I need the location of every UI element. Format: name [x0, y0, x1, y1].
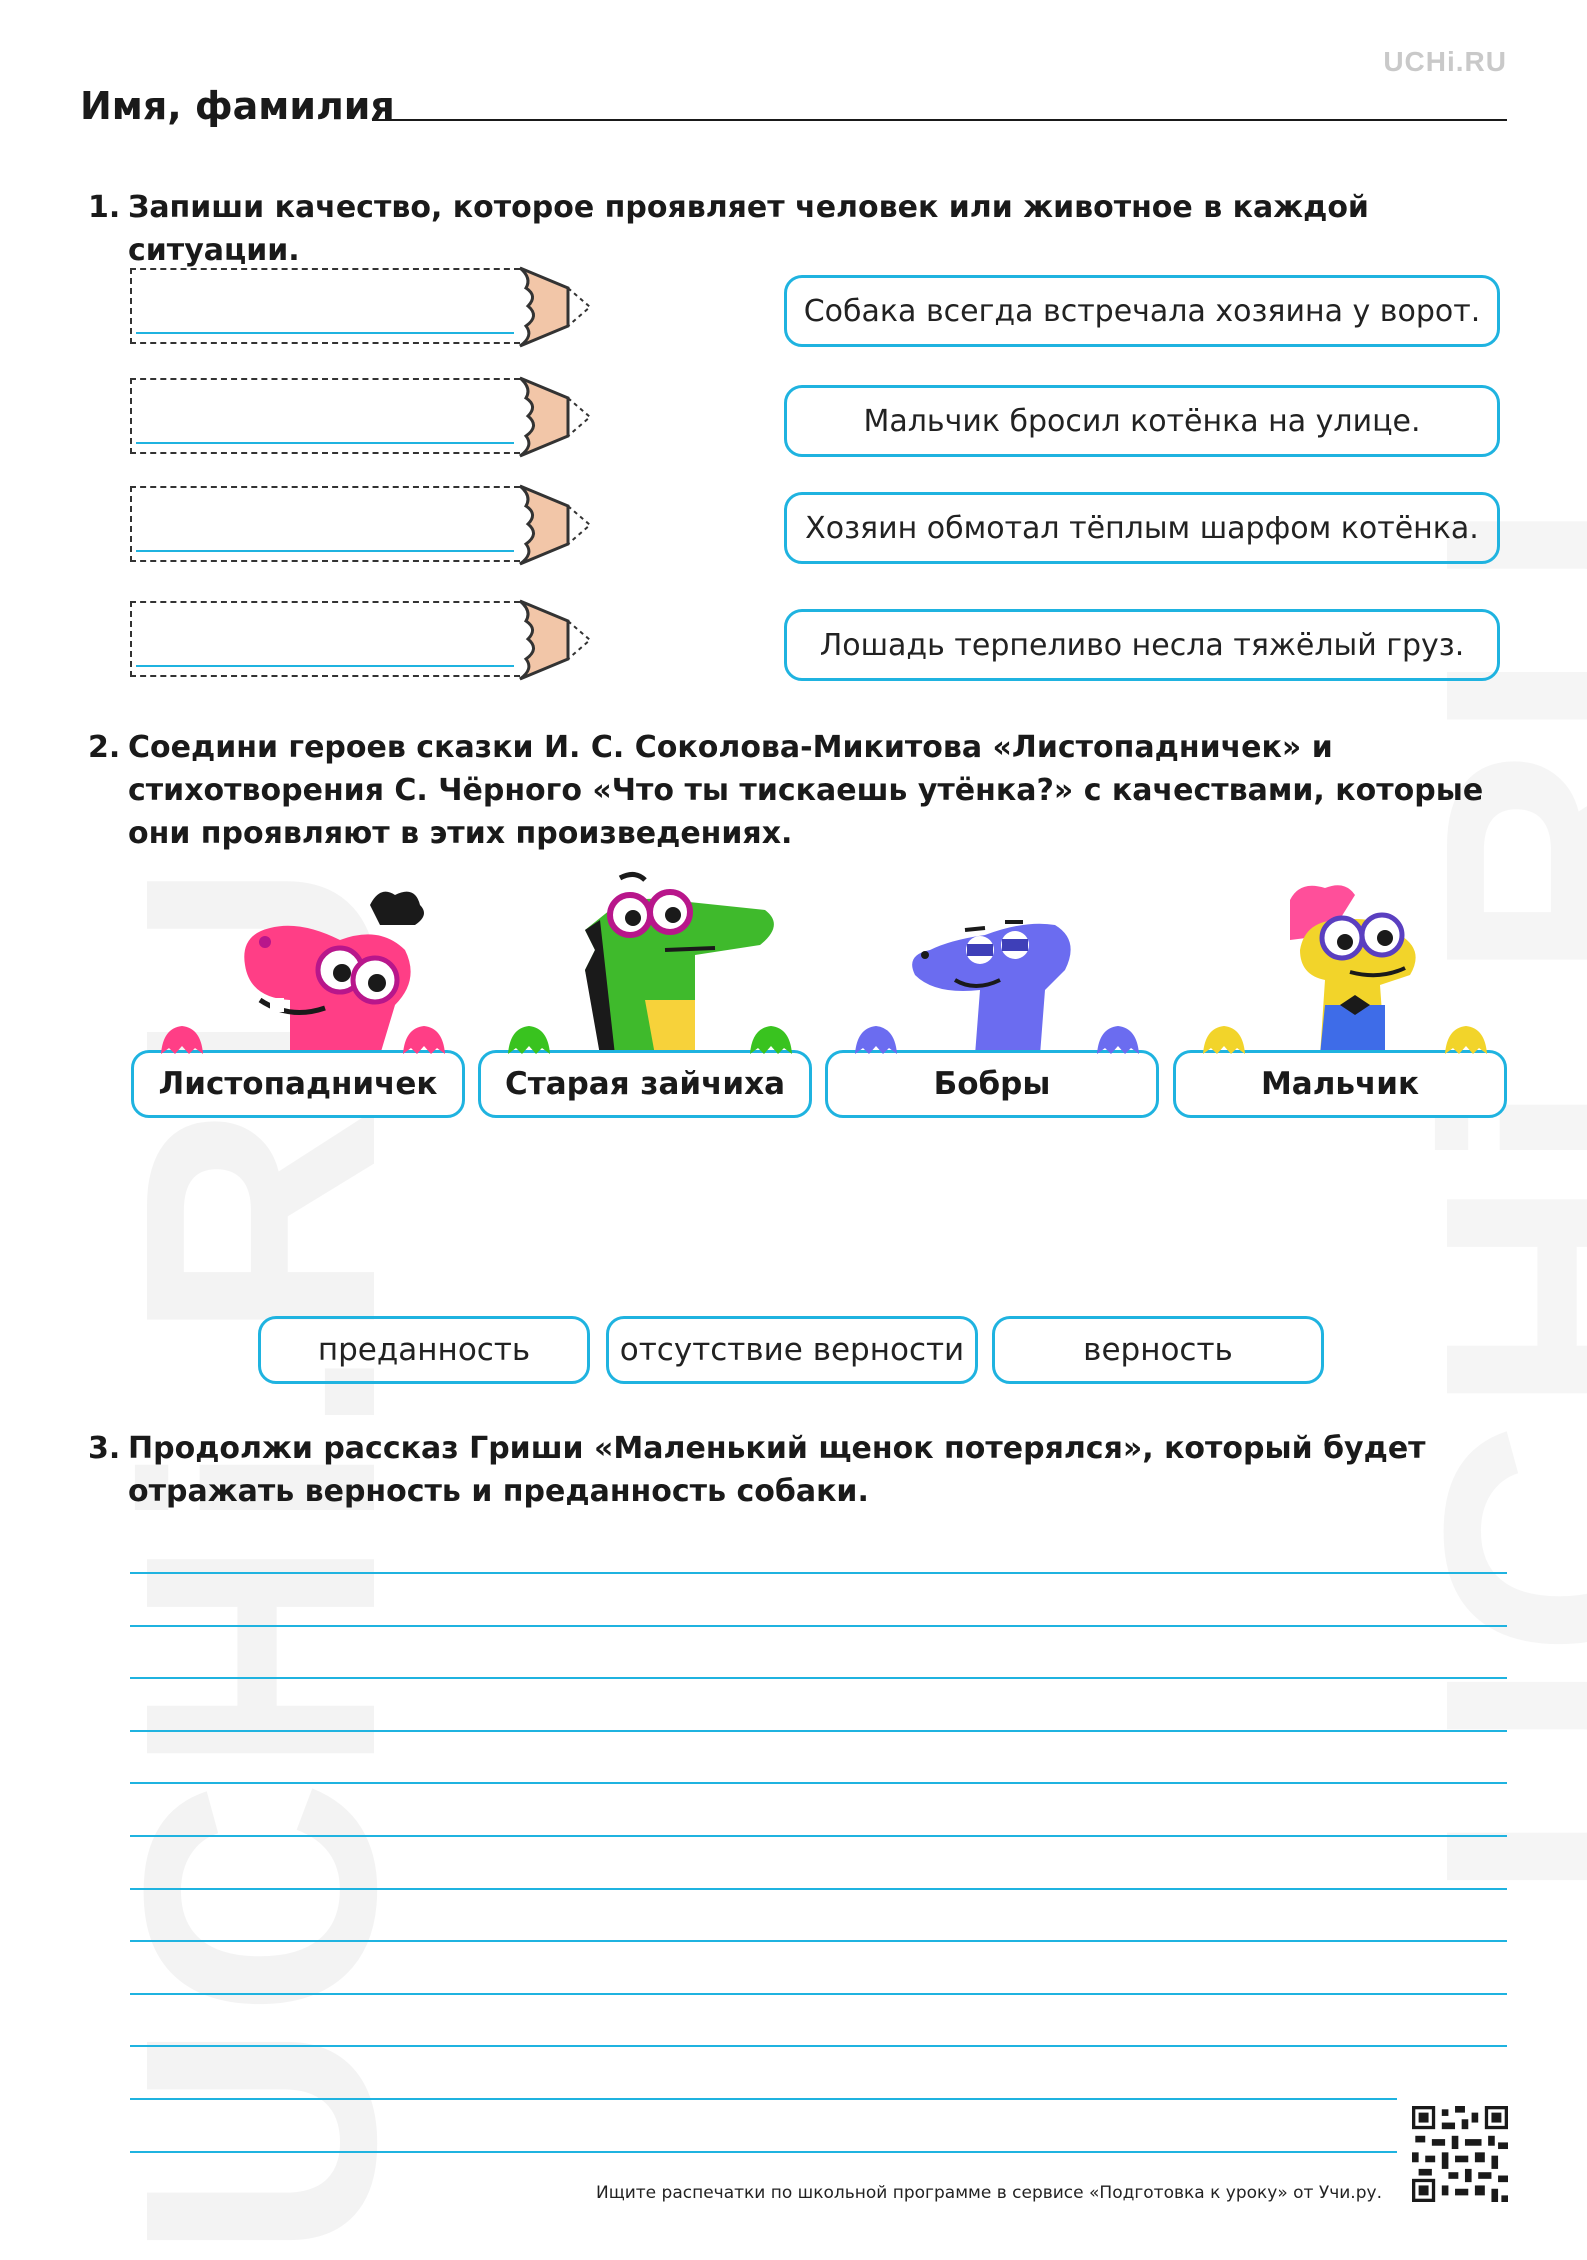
footer-text: Ищите распечатки по школьной программе в сервисе «Подготовка к уроку» от Учи.ру.	[596, 2183, 1382, 2203]
task-number: 1.	[88, 190, 121, 225]
situation-box: Мальчик бросил котёнка на улице.	[784, 385, 1500, 457]
quality-box[interactable]: верность	[992, 1316, 1324, 1384]
task-number: 2.	[88, 730, 121, 765]
task-line: стихотворения С. Чёрного «Что ты тискаешь утёнка?» с качествами, которые	[128, 773, 1484, 808]
situation-box: Собака всегда встречала хозяина у ворот.	[784, 275, 1500, 347]
paw-icon	[506, 1024, 552, 1054]
task-line: Соедини героев сказки И. С. Соколова-Микитова «Листопадничек» и	[128, 730, 1333, 765]
writing-line[interactable]	[130, 1782, 1507, 1784]
answer-line[interactable]	[136, 442, 514, 444]
task-line: Продолжи рассказ Гриши «Маленький щенок потерялся», который будет	[128, 1431, 1426, 1466]
brand-logo: UCHi.RU	[1383, 46, 1507, 77]
task-2-heading	[88, 726, 1528, 861]
paw-icon	[1201, 1024, 1247, 1054]
pencil-tip-icon	[518, 376, 638, 458]
yellow-dino-illustration	[1270, 880, 1440, 1055]
writing-line[interactable]	[130, 1940, 1507, 1942]
paw-icon	[1095, 1024, 1141, 1054]
paw-icon	[401, 1024, 447, 1054]
pencil-answer-field[interactable]	[130, 378, 640, 462]
writing-line[interactable]	[130, 1677, 1507, 1679]
pencil-answer-field[interactable]	[130, 486, 640, 570]
answer-line[interactable]	[136, 665, 514, 667]
writing-line[interactable]	[130, 1888, 1507, 1890]
pencil-answer-field[interactable]	[130, 268, 640, 352]
writing-line[interactable]	[130, 1625, 1507, 1627]
task-3-heading	[88, 1427, 1528, 1519]
pencil-tip-icon	[518, 599, 638, 681]
writing-line[interactable]	[130, 1730, 1507, 1732]
quality-box[interactable]: преданность	[258, 1316, 590, 1384]
pencil-tip-icon	[518, 266, 638, 348]
purple-dino-illustration	[905, 900, 1085, 1055]
writing-line[interactable]	[130, 1993, 1507, 1995]
paw-icon	[748, 1024, 794, 1054]
paw-icon	[853, 1024, 899, 1054]
situation-box: Лошадь терпеливо несла тяжёлый груз.	[784, 609, 1500, 681]
task-line: они проявляют в этих произведениях.	[128, 816, 793, 851]
task-text: Запиши качество, которое проявляет человек или животное в каждой ситуации.	[128, 190, 1369, 268]
name-label: Имя, фамилия	[80, 84, 395, 128]
writing-line[interactable]	[130, 2098, 1397, 2100]
pencil-answer-field[interactable]	[130, 601, 640, 685]
paw-icon	[159, 1024, 205, 1054]
hero-box[interactable]: Старая зайчиха	[478, 1050, 812, 1118]
quality-box[interactable]: отсутствие верности	[606, 1316, 978, 1384]
task-line: отражать верность и преданность собаки.	[128, 1474, 869, 1509]
writing-line[interactable]	[130, 1572, 1507, 1574]
writing-line[interactable]	[130, 2045, 1507, 2047]
task-number: 3.	[88, 1431, 121, 1466]
watermark-2	[1370, 497, 1587, 1900]
qr-code-icon	[1412, 2106, 1508, 2202]
situation-box: Хозяин обмотал тёплым шарфом котёнка.	[784, 492, 1500, 564]
hero-box[interactable]: Листопадничек	[131, 1050, 465, 1118]
pencil-tip-icon	[518, 484, 638, 566]
paw-icon	[1443, 1024, 1489, 1054]
task-1-heading	[88, 186, 1528, 268]
hero-box[interactable]: Бобры	[825, 1050, 1159, 1118]
hero-box[interactable]: Мальчик	[1173, 1050, 1507, 1118]
writing-line[interactable]	[130, 2151, 1397, 2153]
answer-line[interactable]	[136, 550, 514, 552]
answer-line[interactable]	[136, 332, 514, 334]
name-field[interactable]	[372, 119, 1507, 121]
writing-line[interactable]	[130, 1835, 1507, 1837]
